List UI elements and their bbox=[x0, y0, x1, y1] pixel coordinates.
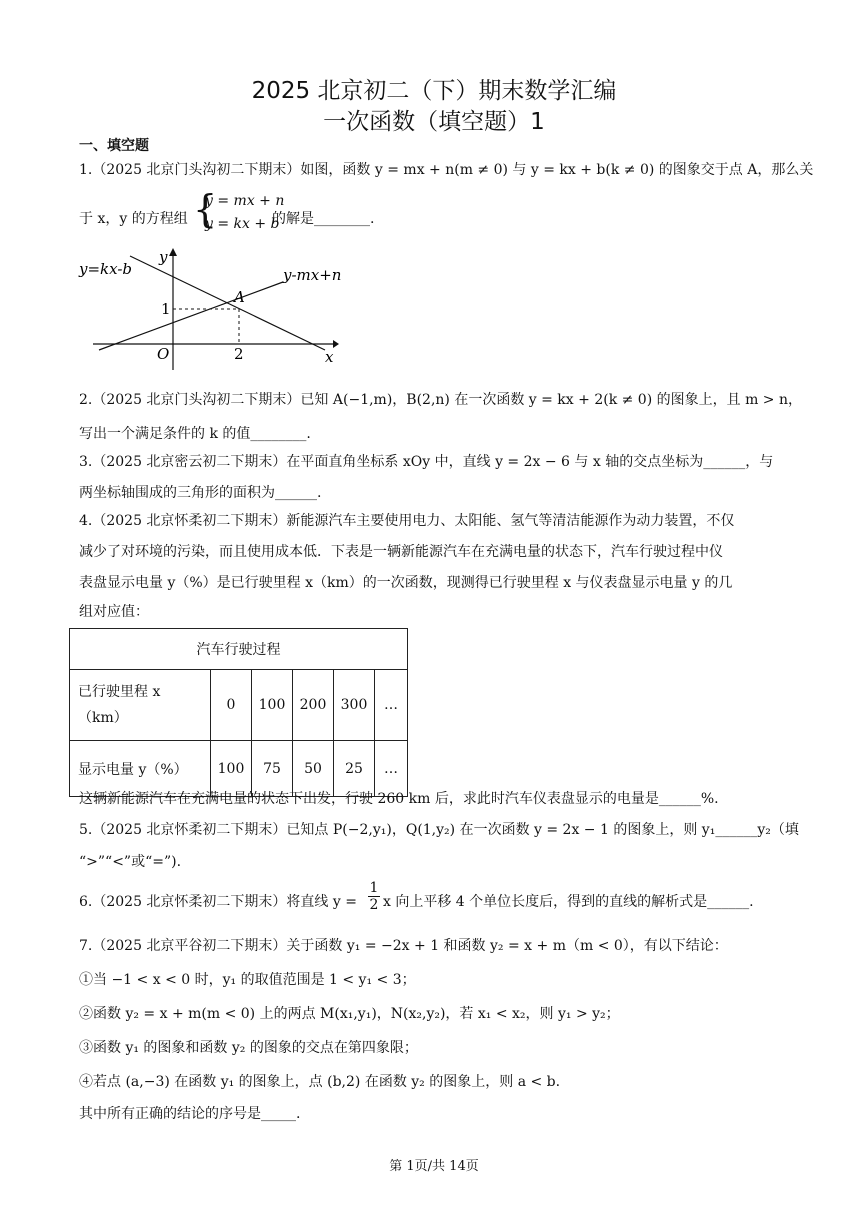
label-1: 1 bbox=[161, 300, 171, 318]
q4-after: 这辆新能源汽车在充满电量的状态下出发，行驶 260 km 后，求此时汽车仪表盘显示的电量是______%. bbox=[79, 791, 719, 807]
label-mx-n: y-mx+n bbox=[283, 266, 342, 284]
q6-line1-suffix: x 向上平移 4 个单位长度后，得到的直线的解析式是______. bbox=[383, 894, 754, 910]
q2-line2: 写出一个满足条件的 k 的值________. bbox=[79, 426, 311, 442]
q5-line2: “>”“<”或“=”). bbox=[79, 854, 182, 870]
q7-conclusion-1: ①当 −1 < x < 0 时，y₁ 的取值范围是 1 < y₁ < 3； bbox=[79, 972, 416, 988]
q7-conclusion-2: ②函数 y₂ = x + m(m < 0) 上的两点 M(x₁,y₁)，N(x₂,y₂)，若 x₁ < x₂，则 y₁ > y₂； bbox=[79, 1006, 620, 1022]
table-cell: 50 bbox=[293, 741, 334, 797]
q1-line2-prefix: 于 x，y 的方程组 bbox=[79, 211, 188, 227]
section-heading: 一、填空题 bbox=[79, 138, 149, 154]
table-cell: … bbox=[375, 741, 408, 797]
table-cell: 300 bbox=[334, 670, 375, 741]
y-axis-arrow bbox=[169, 248, 177, 256]
label-y: y bbox=[159, 248, 168, 266]
q4-line3: 表盘显示电量 y（%）是已行驶里程 x（km）的一次函数，现测得已行驶里程 x 与仪表盘显示电量 y 的几 bbox=[79, 575, 733, 591]
label-kx-b: y=kx-b bbox=[79, 260, 132, 278]
q1-line2-suffix: 的解是________. bbox=[272, 211, 375, 227]
q6-fraction bbox=[368, 880, 380, 913]
q7-conclusion-4: ④若点 (a,−3) 在函数 y₁ 的图象上，点 (b,2) 在函数 y₂ 的图象上，则 a < b. bbox=[79, 1074, 561, 1090]
table-cell: 25 bbox=[334, 741, 375, 797]
row1-label bbox=[70, 670, 211, 741]
q3-line1: 3.（2025 北京密云初二下期末）在平面直角坐标系 xOy 中，直线 y = 2x − 6 与 x 轴的交点坐标为______，与 bbox=[79, 454, 774, 470]
q7-last: 其中所有正确的结论的序号是_____. bbox=[79, 1106, 301, 1122]
q2-line1: 2.（2025 北京门头沟初二下期末）已知 A(−1,m)，B(2,n) 在一次函数 y = kx + 2(k ≠ 0) 的图象上，且 m > n， bbox=[79, 392, 802, 408]
q4-line4: 组对应值： bbox=[79, 604, 149, 620]
label-2: 2 bbox=[234, 345, 244, 363]
q7-conclusion-3: ③函数 y₁ 的图象和函数 y₂ 的图象的交点在第四象限； bbox=[79, 1040, 418, 1056]
table-cell: 100 bbox=[211, 741, 252, 797]
document-title-line2: 一次函数（填空题）1 bbox=[323, 109, 545, 135]
table-cell: 0 bbox=[211, 670, 252, 741]
table-cell: 200 bbox=[293, 670, 334, 741]
table-cell: 75 bbox=[252, 741, 293, 797]
label-origin: O bbox=[157, 345, 170, 363]
row2-label: 显示电量 y（%） bbox=[70, 741, 211, 797]
q3-line2: 两坐标轴围成的三角形的面积为______. bbox=[79, 485, 322, 501]
q7-line1: 7.（2025 北京平谷初二下期末）关于函数 y₁ = −2x + 1 和函数 y₂ = x + m（m < 0），有以下结论： bbox=[79, 938, 728, 954]
fraction-numerator: 1 bbox=[369, 880, 379, 896]
q1-eq2: y = kx + b bbox=[205, 216, 280, 232]
page-footer: 第 1页/共 14页 bbox=[389, 1159, 479, 1174]
fraction-denominator: 2 bbox=[369, 897, 379, 913]
x-axis-arrow bbox=[333, 340, 339, 348]
document-title-line1: 2025 北京初二（下）期末数学汇编 bbox=[251, 78, 617, 104]
q4-line2: 减少了对环境的污染，而且使用成本低．下表是一辆新能源汽车在充满电量的状态下，汽车行驶过程中仪 bbox=[79, 544, 723, 560]
equation-brace: { bbox=[193, 187, 218, 231]
q4-line1: 4.（2025 北京怀柔初二下期末）新能源汽车主要使用电力、太阳能、氢气等清洁能源作为动力装置，不仅 bbox=[79, 513, 735, 529]
mileage-table bbox=[69, 628, 408, 797]
q6-line1-prefix: 6.（2025 北京怀柔初二下期末）将直线 y = bbox=[79, 894, 357, 910]
table-cell: 100 bbox=[252, 670, 293, 741]
table-header: 汽车行驶过程 bbox=[70, 629, 408, 670]
q1-line1: 1.（2025 北京门头沟初二下期末）如图，函数 y = mx + n(m ≠ 0) 与 y = kx + b(k ≠ 0) 的图象交于点 A，那么关 bbox=[79, 162, 814, 178]
q5-line1: 5.（2025 北京怀柔初二下期末）已知点 P(−2,y₁)，Q(1,y₂) 在一次函数 y = 2x − 1 的图象上，则 y₁______y₂（填 bbox=[79, 822, 799, 838]
function-graph bbox=[75, 244, 365, 374]
q1-eq1: y = mx + n bbox=[205, 193, 285, 209]
label-point-a: A bbox=[234, 288, 245, 306]
row1-label-b: （km） bbox=[78, 710, 128, 726]
table-cell: … bbox=[375, 670, 408, 741]
label-x: x bbox=[325, 348, 334, 366]
row1-label-a: 已行驶里程 x bbox=[78, 684, 161, 700]
